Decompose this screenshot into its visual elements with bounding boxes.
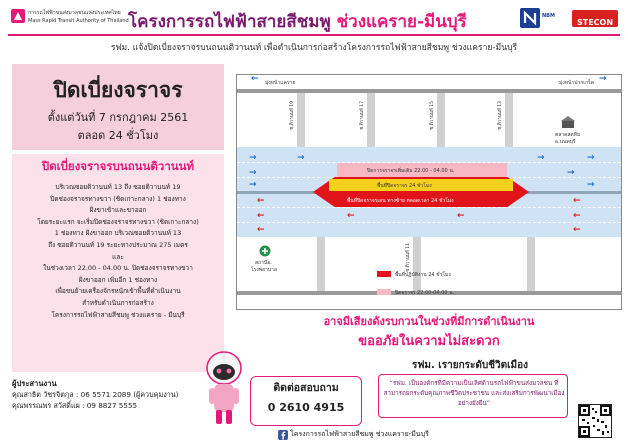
arrow-right-icon: →	[599, 74, 607, 84]
org-name-en: Mass Rapid Transit Authority of Thailand	[28, 18, 129, 24]
arrow-left-icon: ←	[251, 74, 259, 84]
care-text: “รฟม. เป็นองค์กรที่มีความเป็นเลิศด้านรถไฟฟ้าขนส่งมวลชน ที่สามารถยกระดับคุณภาพชีวิตประชาชน และส่งเสริมการพัฒนาเมืองอย่างยั่งยืน”	[383, 380, 565, 407]
hospital-label-2: โรงพยาบาล	[251, 267, 277, 273]
details-line: ปิดช่องจราจรทางขวา (ชิดเกาะกลาง) 1 ช่องทาง	[50, 194, 186, 203]
arrow-right-icon: →	[537, 153, 545, 163]
details-line: โครงการรถไฟฟ้าสายสีชมพู ช่วงแคราย - มีนบุรี	[51, 310, 185, 319]
coordinators-title: ผู้ประสานงาน	[12, 379, 57, 388]
lane-divider	[237, 207, 621, 208]
legend-swatch-night	[377, 289, 391, 295]
closure-heading: ปิดเบี่ยงจราจร	[53, 78, 183, 102]
notice-text: รฟม. แจ้งปิดเบี่ยงจราจรบนถนนติวานนท์ เพื่อดำเนินการก่อสร้างโครงการรถไฟฟ้าสายสีชมพู ช่วงแคราย-มีนบุรี	[110, 43, 518, 53]
details-line: สำหรับดำเนินการก่อสร้าง	[82, 298, 154, 307]
details-line: เพื่อขนย้ายเครื่องจักรหนักเข้าพื้นที่ดำเนินงาน	[55, 287, 181, 296]
soi-label: ซ.ติวานนท์ 15	[430, 101, 435, 130]
nbm-logo-text: NBM	[542, 13, 555, 19]
arrow-right-icon: →	[297, 153, 305, 163]
legend-night-label: ปิดจราจร 22.00-04.00 น.	[395, 290, 455, 296]
direction-right-label: มุ่งหน้าปากเกร็ด	[559, 80, 594, 86]
apology-text: ขออภัยในความไม่สะดวก	[358, 334, 500, 349]
soi-label: ซ.ติวานนท์ 19	[290, 101, 295, 130]
arrow-right-icon: →	[587, 180, 595, 190]
stecon-logo	[572, 10, 618, 27]
arrow-right-icon: →	[249, 168, 257, 178]
contact-number[interactable]: 0 2610 4915	[267, 401, 345, 414]
nbm-logo-icon	[520, 8, 540, 28]
legend	[377, 271, 497, 305]
lane-closure-label: พื้นที่ปิดจราจรเลน ทางซ้าย ตลอดเวลา 24 ชั่วโมง	[347, 198, 454, 204]
legend-swatch-day	[377, 271, 391, 277]
arrow-left-icon: ←	[347, 211, 355, 221]
noise-warning: อาจมีเสียงดังรบกวนในช่วงที่มีการดำเนินงาน	[323, 315, 535, 328]
traffic-map	[236, 74, 622, 310]
soi-label: ซ.ติวานนท์ 11	[406, 243, 411, 272]
arrow-left-icon: ←	[457, 211, 465, 221]
arrow-right-icon: →	[587, 153, 595, 163]
stecon-logo-text: STECON	[576, 18, 614, 27]
closure-since: ตั้งแต่วันที่ 7 กรกฎาคม 2561	[47, 111, 189, 124]
details-line: ฝั่งขาเข้าและขาออก	[89, 206, 147, 215]
lane-divider	[237, 222, 621, 223]
arrow-left-icon: ←	[257, 196, 265, 206]
soi-road	[317, 237, 325, 293]
arrow-left-icon: ←	[573, 225, 581, 235]
mascot	[200, 350, 248, 428]
coordinator-2: คุณพรรณพร สวัสดิ์แผ : 09 8827 5555	[12, 401, 138, 410]
arrow-right-icon: →	[249, 153, 257, 163]
hospital-icon	[259, 245, 271, 257]
contact-box	[250, 376, 362, 426]
night-closure-label: ปิดการจราจรเพิ่มเติม 22.00 - 04.00 น.	[367, 168, 455, 174]
mrta-logo	[10, 8, 129, 30]
care-title: รฟม. เรายกระดับชีวิตเมือง	[411, 360, 529, 371]
details-line: บริเวณซอยติวานนท์ 13 ถึง ซอยติวานนท์ 19	[55, 183, 181, 191]
contact-label: ติดต่อสอบถาม	[273, 382, 339, 394]
soi-label: ซ.ติวานนท์ 17	[360, 101, 365, 130]
soi-road	[367, 93, 375, 147]
details-line: ถึง ซอยติวานนท์ 19 ระยะทางประมาณ 275 เมตร	[48, 240, 188, 249]
details-box	[12, 154, 224, 372]
header-divider	[8, 34, 620, 36]
soi-label: ซ.ติวานนท์ 13	[498, 101, 503, 130]
details-line: 1 ช่องทาง ฝั่งขาออก บริเวณซอยติวานนท์ 13	[54, 229, 182, 238]
arrow-left-icon: ←	[257, 225, 265, 235]
details-lines	[12, 182, 224, 321]
closure-duration: ตลอด 24 ชั่วโมง	[77, 129, 159, 142]
legend-day-label: พื้นที่ปฏิบัติงาน 24 ชั่วโมง	[395, 272, 451, 278]
footer-text[interactable]: โครงการรถไฟฟ้าสายสีชมพู ช่วงแคราย-มีนบุรี	[290, 430, 429, 438]
direction-left-label: มุ่งหน้าแคราย	[265, 80, 296, 86]
closure-box	[12, 64, 224, 150]
mrta-logo-icon	[10, 8, 26, 24]
title-route: ช่วงแคราย-มีนบุรี	[336, 12, 467, 32]
soi-road	[437, 93, 445, 147]
market-icon	[561, 115, 575, 129]
top-road	[237, 89, 621, 93]
coordinator-1: คุณสาธิต วัชรจิตกุล : 06 5571 2089 (ผู้ควบคุมงาน)	[12, 390, 179, 399]
arrow-left-icon: ←	[573, 196, 581, 206]
care-box	[378, 374, 568, 418]
org-name-th: การรถไฟฟ้าขนส่งมวลชนแห่งประเทศไทย	[28, 10, 121, 16]
page-title	[128, 8, 467, 35]
details-heading: ปิดเบี่ยงจราจรบนถนนติวานนท์	[41, 159, 195, 173]
mascot-icon	[200, 350, 248, 428]
soi-road	[505, 93, 513, 147]
market-label: ตลาดสดทีม	[555, 132, 581, 138]
day-closure-label: พื้นที่ปิดจราจร 24 ชั่วโมง	[377, 183, 432, 189]
soi-road	[297, 93, 305, 147]
soi-road	[527, 237, 535, 293]
arrow-left-icon: ←	[573, 211, 581, 221]
arrow-left-icon: ←	[257, 211, 265, 221]
nbm-logo	[520, 8, 540, 28]
facebook-icon[interactable]	[278, 430, 288, 440]
details-line: โดยระยะแรก จะเริ่มปิดช่องจราจรทางขวา (ชิดเกาะกลาง)	[37, 217, 199, 226]
details-line: ฝั่งขาออก เพิ่มอีก 1 ช่องทาง	[78, 275, 158, 284]
arrow-right-icon: →	[249, 180, 257, 190]
district-label: อ.นนทบุรี	[555, 139, 576, 145]
details-line: และ	[112, 252, 124, 261]
details-line: ในช่วงเวลา 22.00 - 04.00 น. ปิดช่องจราจรทางขวา	[43, 264, 193, 273]
title-main: โครงการรถไฟฟ้าสายสีชมพู	[128, 12, 337, 32]
hospital-label: สถานีอ.	[255, 260, 272, 266]
qr-code	[578, 404, 612, 438]
arrow-right-icon: →	[567, 168, 575, 178]
qr-code-icon	[579, 405, 611, 437]
